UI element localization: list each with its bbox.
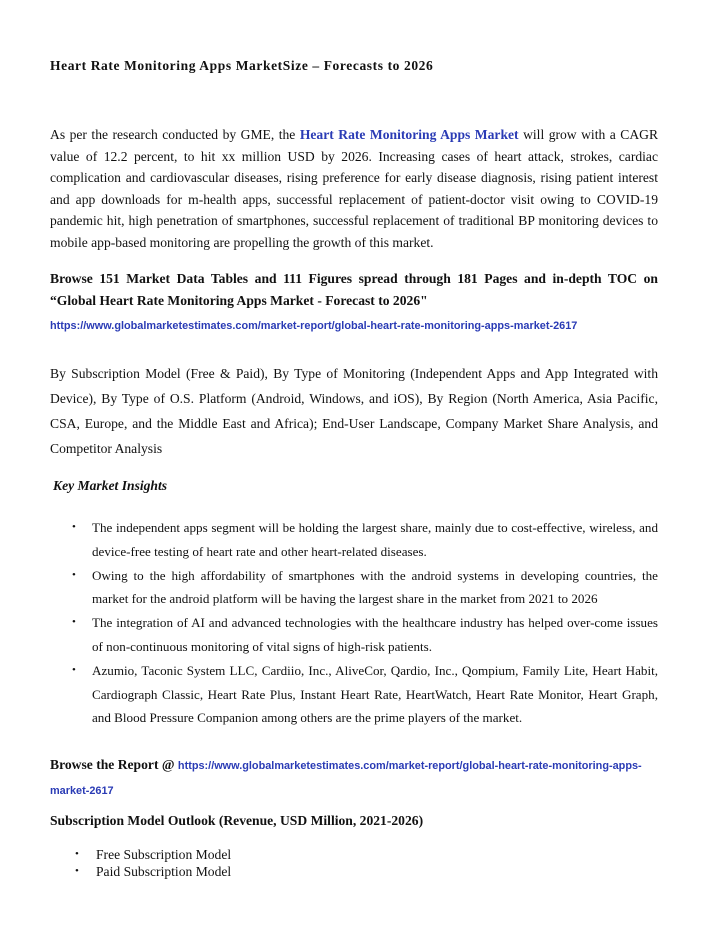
intro-text-rest: will grow with a CAGR value of 12.2 percent, to hit xx million USD by 2026. Increasing cases of heart attack, strokes, cardiac complication and cardiovascular diseases, rising preference for early disease diagnosis, rising patient interest and app downloads for m-health apps, successful replacement of patient-doctor visit owing to COVID-19 pandemic hit, high penetration of smartphones, successful replacement of traditional BP monitoring devices to mobile app-based monitoring are propelling the growth of this market. bbox=[50, 127, 659, 250]
segments-paragraph: By Subscription Model (Free & Paid), By Type of Monitoring (Independent Apps and App Integrated with Device), By Type of O.S. Platform (Android, Windows, and iOS), By Region (North America, Asia Pacific, CSA, Europe, and the Middle East and Africa); End-User Landscape, Company Market Share Analysis, and Competitor Analysis bbox=[50, 366, 658, 456]
list-item-text: The integration of AI and advanced technologies with the healthcare industry has helped over-come issues of non-continuous monitoring of vital signs of high-risk patients. bbox=[92, 615, 658, 654]
browse-report-label: Browse the Report @ bbox=[50, 757, 178, 772]
list-item-text: Owing to the high affordability of smartphones with the android systems in developing countries, the market for the android platform will be having the largest share in the market from 2021 to 2026 bbox=[92, 567, 658, 607]
intro-paragraph bbox=[50, 124, 658, 253]
subscription-outlook-list bbox=[50, 846, 658, 880]
list-item bbox=[50, 611, 658, 659]
bullet-icon: • bbox=[72, 616, 76, 629]
bullet-icon: • bbox=[72, 568, 76, 581]
key-insights-list bbox=[50, 516, 658, 730]
list-item-text: Free Subscription Model bbox=[96, 847, 232, 862]
browse-toc-paragraph: Browse 151 Market Data Tables and 111 Figures spread through 181 Pages and in-depth TOC on “Global Heart Rate Monitoring Apps Market - Forecast to 2026" bbox=[50, 271, 658, 308]
bullet-icon: • bbox=[75, 848, 79, 860]
list-item bbox=[50, 846, 658, 863]
subscription-outlook-heading: Subscription Model Outlook (Revenue, USD Million, 2021-2026) bbox=[50, 813, 424, 828]
browse-report-line bbox=[50, 753, 658, 803]
list-item bbox=[50, 564, 658, 612]
key-insights-heading: Key Market Insights bbox=[53, 478, 168, 493]
bullet-icon: • bbox=[75, 865, 79, 877]
market-name-highlight: Heart Rate Monitoring Apps Market bbox=[299, 127, 519, 142]
report-link[interactable]: https://www.globalmarketestimates.com/market-report/global-heart-rate-monitoring-apps-market-2617 bbox=[50, 320, 578, 332]
list-item-text: Azumio, Taconic System LLC, Cardiio, Inc., AliveCor, Qardio, Inc., Qompium, Family Lite, Heart Habit, Cardiograph Classic, Heart Rate Plus, Instant Heart Rate, HeartWatch, Heart Rate Monitor, Heart Graph, and Blood Pressure Companion among others are the prime players of the market. bbox=[92, 662, 658, 726]
list-item-text: The independent apps segment will be holding the largest share, mainly due to cost-effective, wireless, and device-free testing of heart rate and other heart-related diseases. bbox=[92, 520, 658, 559]
list-item bbox=[50, 659, 658, 730]
browse-report-link[interactable]: https://www.globalmarketestimates.com/market-report/global-heart-rate-monitoring-apps-market-2617 bbox=[50, 760, 642, 797]
list-item bbox=[50, 516, 658, 564]
list-item bbox=[50, 863, 658, 880]
bullet-icon: • bbox=[72, 663, 76, 676]
intro-text-start: As per the research conducted by GME, the bbox=[50, 127, 300, 142]
document-title: Heart Rate Monitoring Apps MarketSize – Forecasts to 2026 bbox=[50, 58, 434, 73]
bullet-icon: • bbox=[72, 521, 76, 533]
list-item-text: Paid Subscription Model bbox=[96, 864, 232, 879]
